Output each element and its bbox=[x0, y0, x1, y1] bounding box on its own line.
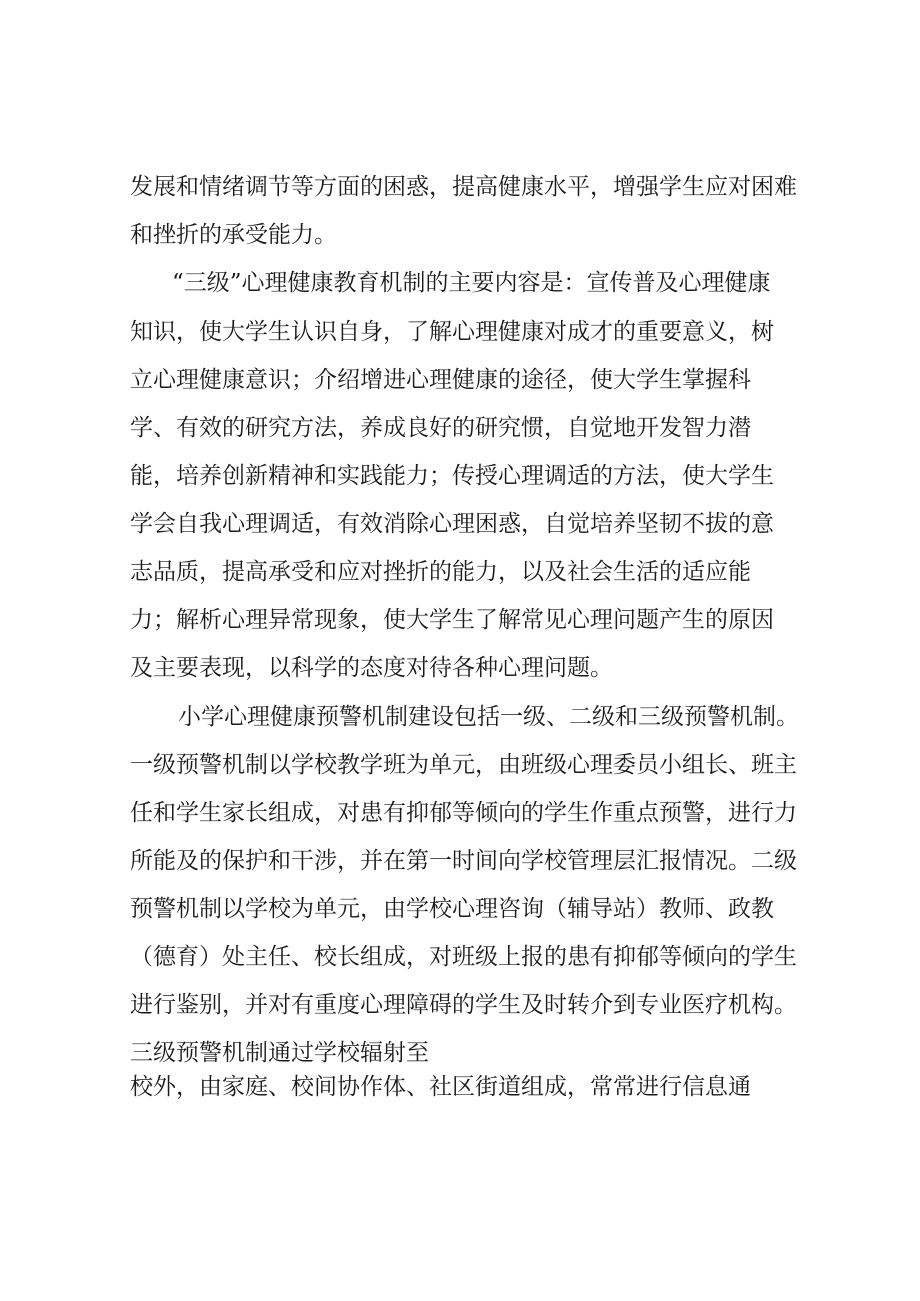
text-line: 及主要表现，以科学的态度对待各种心理问题。 bbox=[130, 655, 613, 681]
text-line: 所能及的保护和干涉，并在第一时间向学校管理层汇报情况。二级 bbox=[130, 848, 797, 874]
text-line: 立心理健康意识；介绍增进心理健康的途径，使大学生掌握科 bbox=[130, 367, 751, 393]
text-line: 学会自我心理调适，有效消除心理困惑，自觉培养坚韧不拔的意 bbox=[130, 511, 774, 537]
text-line: 和挫折的承受能力。 bbox=[130, 222, 337, 248]
text-line: （德育）处主任、校长组成，对班级上报的患有抑郁等倾向的学生 bbox=[130, 944, 797, 970]
text-line: 一级预警机制以学校教学班为单元，由班级心理委员小组长、班主 bbox=[130, 752, 797, 778]
text-line: 志品质，提高承受和应对挫折的能力，以及社会生活的适应能 bbox=[130, 559, 751, 585]
text-line: 能，培养创新精神和实践能力；传授心理调适的方法，使大学生 bbox=[130, 463, 774, 489]
text-line: 任和学生家长组成，对患有抑郁等倾向的学生作重点预警，进行力 bbox=[130, 800, 797, 826]
text-line: 校外，由家庭、校间协作体、社区街道组成，常常进行信息通 bbox=[130, 1074, 751, 1100]
text-line: 知识，使大学生认识自身，了解心理健康对成才的重要意义，树 bbox=[130, 319, 774, 345]
text-line: 发展和情绪调节等方面的困惑，提高健康水平，增强学生应对困难 bbox=[130, 174, 797, 200]
paragraph-start-line: 小学心理健康预警机制建设包括一级、二级和三级预警机制。 bbox=[178, 704, 799, 730]
paragraph-start-line: “三级”心理健康教育机制的主要内容是：宣传普及心理健康 bbox=[172, 270, 771, 296]
text-line: 三级预警机制通过学校辐射至 bbox=[130, 1040, 429, 1066]
text-line: 力；解析心理异常现象，使大学生了解常见心理问题产生的原因 bbox=[130, 607, 774, 633]
text-line: 进行鉴别，并对有重度心理障碍的学生及时转介到专业医疗机构。 bbox=[130, 992, 797, 1018]
text-line: 学、有效的研究方法，养成良好的研究惯，自觉地开发智力潜 bbox=[130, 415, 751, 441]
text-line: 预警机制以学校为单元，由学校心理咨询（辅导站）教师、政教 bbox=[130, 896, 774, 922]
